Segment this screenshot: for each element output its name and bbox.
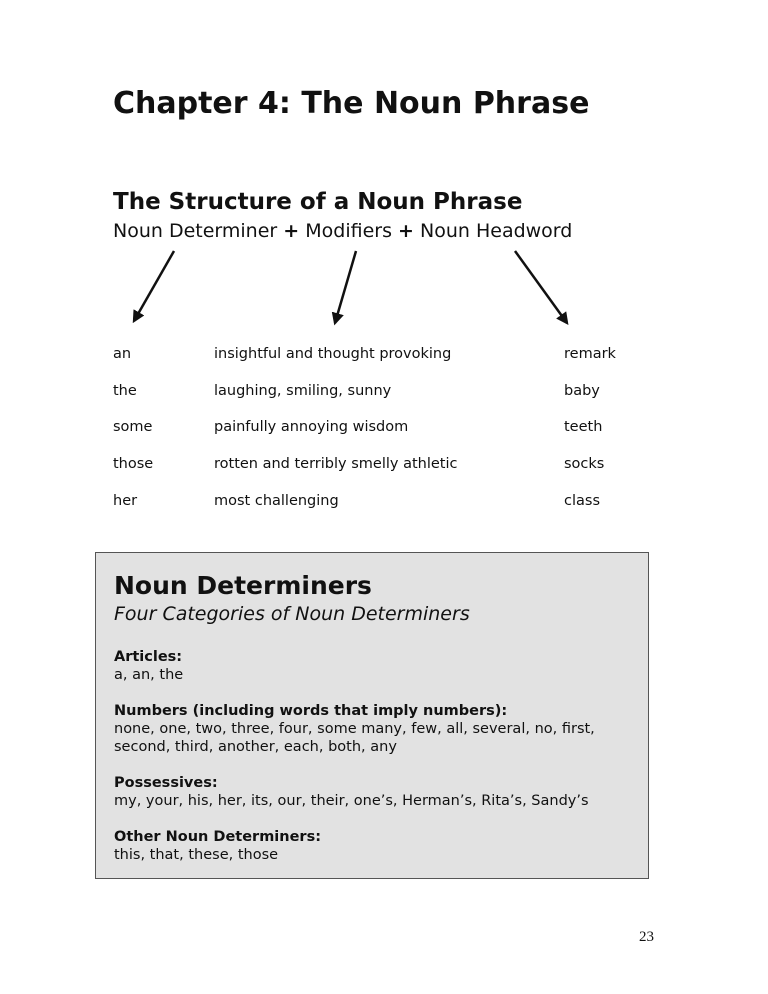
table-row bbox=[113, 409, 633, 446]
box-subtitle: Four Categories of Noun Determiners bbox=[114, 603, 470, 625]
structure-arrows bbox=[0, 0, 768, 340]
category-label: Numbers (including words that imply numbers): bbox=[114, 703, 508, 719]
structure-part-determiner: Noun Determiner bbox=[113, 220, 278, 242]
structure-part-modifiers: Modifiers bbox=[305, 220, 392, 242]
table-row bbox=[113, 482, 633, 519]
structure-part-headword: Noun Headword bbox=[420, 220, 573, 242]
examples-table bbox=[113, 336, 633, 519]
arrow-to-determiner bbox=[134, 251, 174, 321]
category-numbers bbox=[114, 702, 634, 756]
table-row bbox=[113, 373, 633, 410]
table-row bbox=[113, 336, 633, 373]
determiner-cell: those bbox=[113, 456, 154, 473]
headword-cell: remark bbox=[564, 346, 616, 363]
modifiers-cell: insightful and thought provoking bbox=[214, 346, 452, 363]
arrow-to-headword bbox=[515, 251, 567, 323]
category-label: Other Noun Determiners: bbox=[114, 829, 322, 845]
category-list: my, your, his, her, its, our, their, one’s, Herman’s, Rita’s, Sandy’s bbox=[114, 793, 589, 809]
determiner-cell: her bbox=[113, 492, 138, 509]
determiner-cell: the bbox=[113, 382, 137, 399]
determiner-cell: some bbox=[113, 419, 153, 436]
category-possessives bbox=[114, 774, 634, 810]
category-list: a, an, the bbox=[114, 667, 184, 683]
headword-cell: teeth bbox=[564, 419, 603, 436]
category-other bbox=[114, 828, 634, 864]
headword-cell: class bbox=[564, 492, 600, 509]
modifiers-cell: most challenging bbox=[214, 492, 339, 509]
category-articles bbox=[114, 648, 634, 684]
section-title: The Structure of a Noun Phrase bbox=[113, 189, 523, 215]
headword-cell: baby bbox=[564, 382, 600, 399]
arrow-to-modifiers bbox=[335, 251, 356, 323]
category-list: none, one, two, three, four, some many, few, all, several, no, first, second, third, another, each, both, any bbox=[114, 721, 595, 755]
table-row bbox=[113, 446, 633, 483]
category-label: Possessives: bbox=[114, 775, 218, 791]
box-title: Noun Determiners bbox=[114, 571, 372, 600]
page-number: 23 bbox=[639, 929, 654, 945]
determiner-cell: an bbox=[113, 346, 132, 363]
headword-cell: socks bbox=[564, 456, 605, 473]
noun-determiners-box bbox=[95, 552, 649, 879]
plus-sign: + bbox=[398, 220, 414, 242]
plus-sign: + bbox=[283, 220, 300, 242]
category-label: Articles: bbox=[114, 649, 183, 665]
modifiers-cell: laughing, smiling, sunny bbox=[214, 382, 392, 399]
category-list: this, that, these, those bbox=[114, 847, 279, 863]
modifiers-cell: rotten and terribly smelly athletic bbox=[214, 456, 458, 473]
chapter-title: Chapter 4: The Noun Phrase bbox=[113, 86, 590, 121]
modifiers-cell: painfully annoying wisdom bbox=[214, 419, 409, 436]
